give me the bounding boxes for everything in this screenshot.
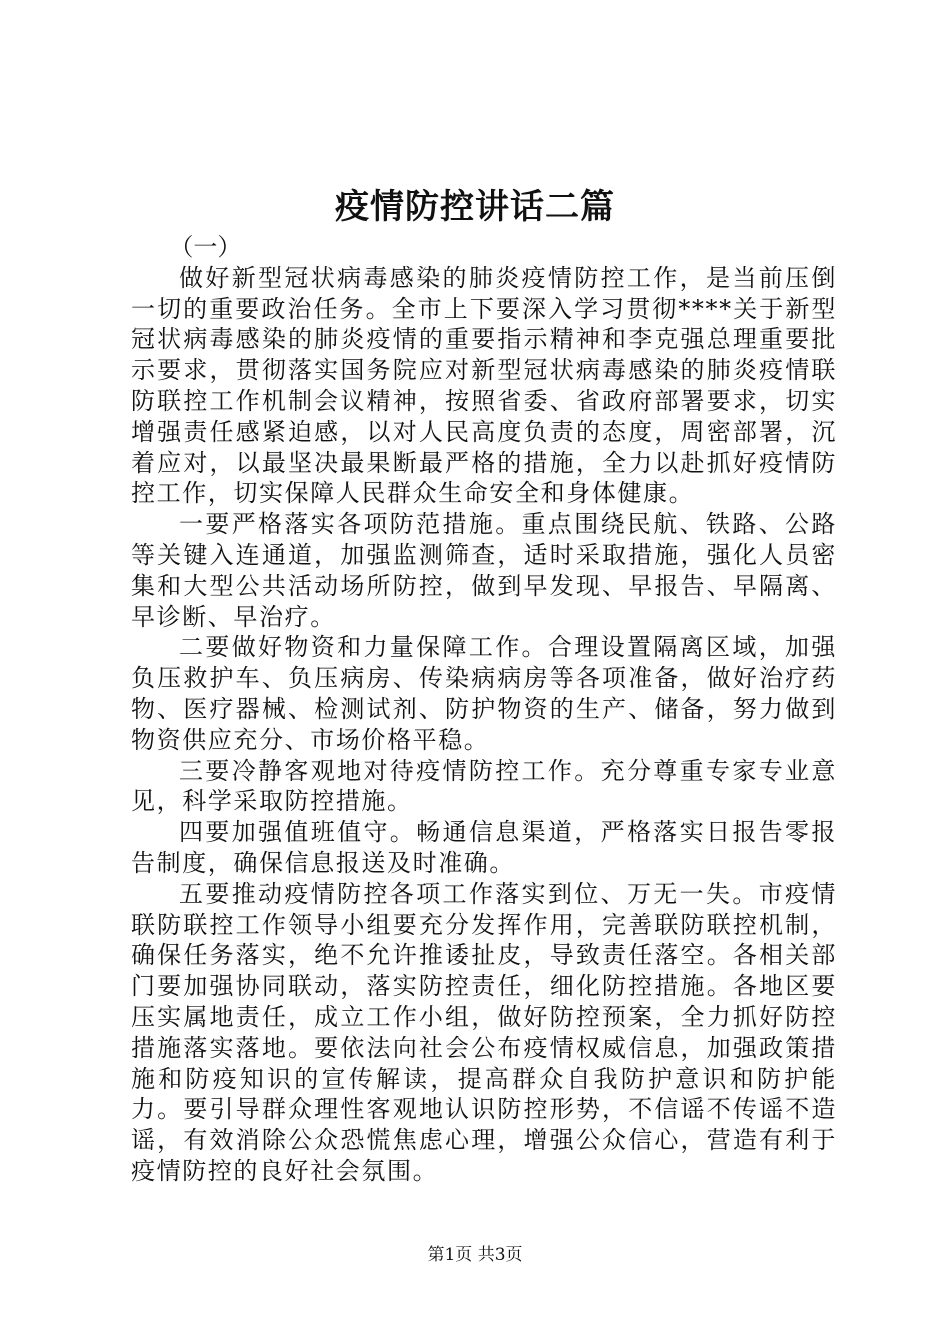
- paragraph-point-4: 四要加强值班值守。畅通信息渠道，严格落实日报告零报告制度，确保信息报送及时准确。: [131, 818, 837, 877]
- paragraph-point-5: 五要推动疫情防控各项工作落实到位、万无一失。市疫情联防联控工作领导小组要充分发挥作用，完善联防联控机制，确保任务落实，绝不允许推诿扯皮，导致责任落空。各相关部门要加强协同联动，落实防控责任，细化防控措施。各地区要压实属地责任，成立工作小组，做好防控预案，全力抓好防控措施落实落地。要依法向社会公布疫情权威信息，加强政策措施和防疫知识的宣传解读，提高群众自我防护意识和防护能力。要引导群众理性客观地认识防控形势，不信谣不传谣不造谣，有效消除公众恐慌焦虑心理，增强公众信心，营造有利于疫情防控的良好社会氛围。: [131, 879, 837, 1185]
- section-label: （一）: [169, 233, 242, 261]
- paragraph-intro: 做好新型冠状病毒感染的肺炎疫情防控工作，是当前压倒一切的重要政治任务。全市上下要深入学习贯彻****关于新型冠状病毒感染的肺炎疫情的重要指示精神和李克强总理重要批示要求，贯彻落实国务院应对新型冠状病毒感染的肺炎疫情联防联控工作机制会议精神，按照省委、省政府部署要求，切实增强责任感紧迫感，以对人民高度负责的态度，周密部署，沉着应对，以最坚决最果断最严格的措施，全力以赴抓好疫情防控工作，切实保障人民群众生命安全和身体健康。: [131, 263, 837, 508]
- document-title: 疫情防控讲话二篇: [335, 187, 615, 227]
- paragraph-point-3: 三要冷静客观地对待疫情防控工作。充分尊重专家专业意见，科学采取防控措施。: [131, 756, 837, 816]
- document-body: [131, 232, 837, 1187]
- paragraph-point-1: 一要严格落实各项防范措施。重点围绕民航、铁路、公路等关键入连通道，加强监测筛查，适时采取措施，强化人员密集和大型公共活动场所防控，做到早发现、早报告、早隔离、早诊断、早治疗。: [131, 510, 837, 631]
- page-indicator: 第1页 共3页: [427, 1245, 523, 1265]
- paragraph-point-2: 二要做好物资和力量保障工作。合理设置隔离区域，加强负压救护车、负压病房、传染病病房等各项准备，做好治疗药物、医疗器械、检测试剂、防护物资的生产、储备，努力做到物资供应充分、市场价格平稳。: [131, 633, 837, 754]
